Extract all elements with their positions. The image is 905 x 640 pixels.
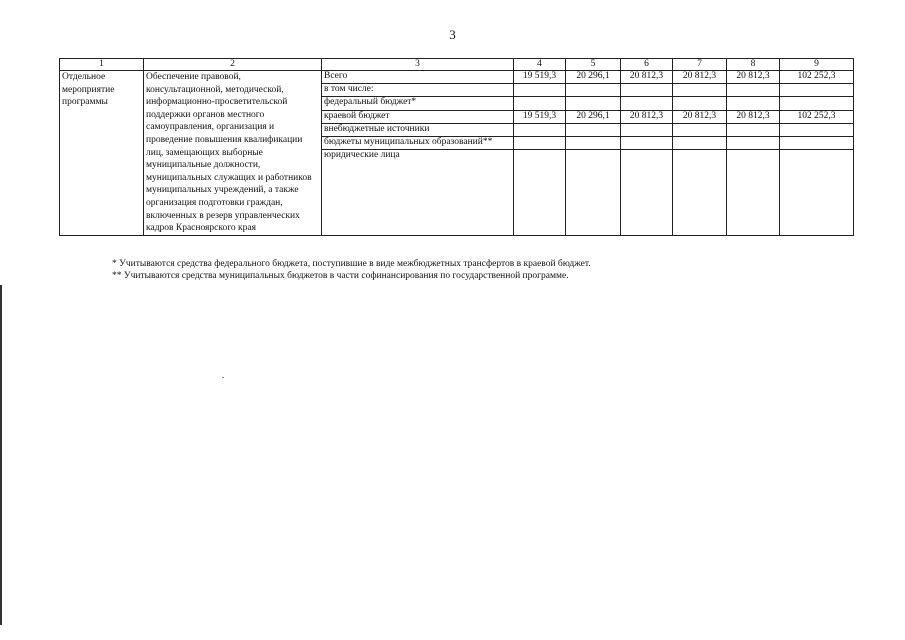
header-cell: 7	[673, 59, 727, 71]
measure-type-cell: Отдельное мероприятие программы	[60, 71, 144, 236]
value-cell	[727, 123, 780, 136]
source-label: бюджеты муниципальных образований**	[322, 136, 514, 149]
value-cell	[514, 97, 566, 110]
scan-speck	[222, 377, 224, 378]
value-cell: 20 812,3	[727, 110, 780, 123]
value-cell	[727, 150, 780, 236]
value-cell: 20 812,3	[673, 110, 727, 123]
header-cell: 8	[727, 59, 780, 71]
footnotes	[112, 258, 591, 282]
footnote: * Учитываются средства федерального бюджета, поступившие в виде межбюджетных трансфертов в краевой бюджет.	[112, 259, 591, 269]
source-label: в том числе:	[322, 84, 514, 97]
value-cell: 20 296,1	[566, 110, 621, 123]
source-label: внебюджетные источники	[322, 123, 514, 136]
header-cell: 4	[514, 59, 566, 71]
value-cell: 102 252,3	[780, 71, 854, 84]
value-cell	[566, 84, 621, 97]
value-cell	[780, 97, 854, 110]
value-cell	[621, 150, 673, 236]
value-cell	[621, 97, 673, 110]
value-cell: 19 519,3	[514, 71, 566, 84]
value-cell	[727, 84, 780, 97]
footnote: ** Учитываются средства муниципальных бюджетов в части софинансирования по государственной программе.	[112, 271, 569, 281]
header-cell: 5	[566, 59, 621, 71]
value-cell	[780, 136, 854, 149]
value-cell	[780, 123, 854, 136]
value-cell	[673, 123, 727, 136]
header-cell: 2	[144, 59, 322, 71]
value-cell	[727, 136, 780, 149]
value-cell: 20 812,3	[621, 71, 673, 84]
value-cell	[514, 150, 566, 236]
value-cell	[566, 150, 621, 236]
table-row	[60, 71, 854, 84]
header-cell: 9	[780, 59, 854, 71]
source-label: юридические лица	[322, 150, 514, 236]
header-cell: 1	[60, 59, 144, 71]
header-cell: 6	[621, 59, 673, 71]
value-cell	[780, 84, 854, 97]
value-cell	[514, 136, 566, 149]
source-label: краевой бюджет	[322, 110, 514, 123]
value-cell	[621, 136, 673, 149]
budget-table	[59, 58, 854, 236]
value-cell	[566, 97, 621, 110]
value-cell	[673, 136, 727, 149]
value-cell	[780, 150, 854, 236]
value-cell	[727, 97, 780, 110]
value-cell: 19 519,3	[514, 110, 566, 123]
header-cell: 3	[322, 59, 514, 71]
value-cell: 20 812,3	[727, 71, 780, 84]
measure-description-cell: Обеспечение правовой, консультационной, методической, информационно-просветительской поддержки органов местного самоуправления, организация и проведение повышения квалификации лиц, замещающих выборные муниципальные должности, муниципальных служащих и работников муниципальных учреждений, а также организация подготовки граждан, включенных в резерв управленческих кадров Красноярского края	[144, 71, 322, 236]
value-cell: 20 296,1	[566, 71, 621, 84]
value-cell	[621, 123, 673, 136]
header-row	[60, 59, 854, 71]
value-cell	[566, 136, 621, 149]
value-cell: 20 812,3	[673, 71, 727, 84]
scan-edge-mark	[0, 285, 2, 625]
value-cell	[566, 123, 621, 136]
value-cell	[514, 84, 566, 97]
source-label: федеральный бюджет*	[322, 97, 514, 110]
value-cell	[673, 150, 727, 236]
source-label: Всего	[322, 71, 514, 84]
value-cell	[673, 97, 727, 110]
value-cell: 102 252,3	[780, 110, 854, 123]
value-cell: 20 812,3	[621, 110, 673, 123]
value-cell	[673, 84, 727, 97]
value-cell	[514, 123, 566, 136]
page-number: 3	[449, 27, 456, 42]
value-cell	[621, 84, 673, 97]
